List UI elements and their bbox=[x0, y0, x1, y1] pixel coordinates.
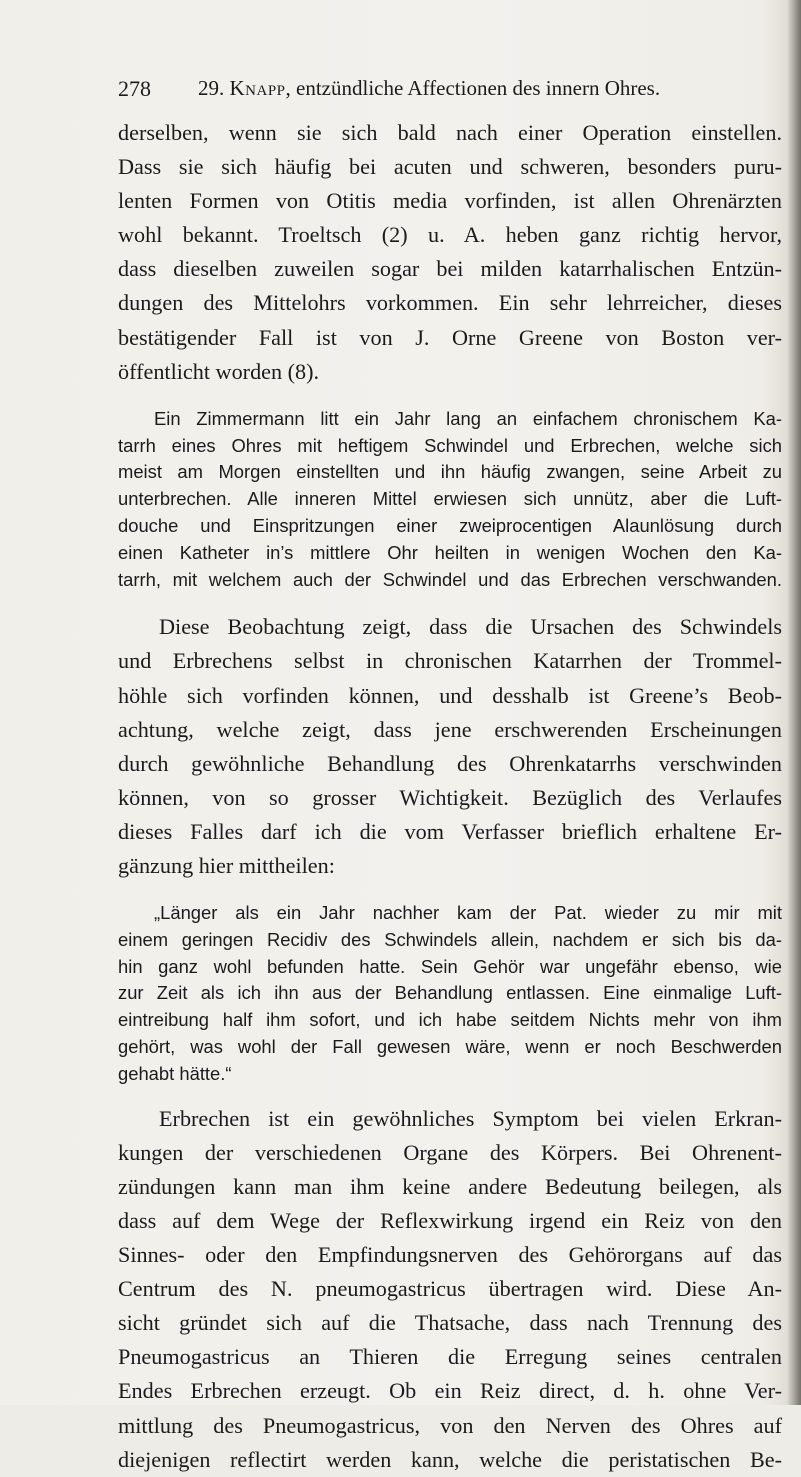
text-line: öffentlicht worden (8). bbox=[118, 358, 320, 384]
text-line: diejenigen reflectirt werden kann, welche die peristatischen Be- bbox=[118, 1446, 782, 1472]
paragraph-5 bbox=[118, 1102, 782, 1477]
text-line: lenten Formen von Otitis media vorfinden, ist allen Ohrenärzten bbox=[118, 188, 782, 214]
text-line: und Erbrechens selbst in chronischen Katarrhen der Trommel- bbox=[118, 648, 782, 674]
text-line: gehabt hätte.“ bbox=[118, 1062, 232, 1084]
text-line: einem geringen Recidiv des Schwindels allein, nachdem er sich bis da- bbox=[118, 928, 782, 950]
text-line: höhle sich vorfinden können, und desshalb ist Greene’s Beob- bbox=[118, 682, 782, 708]
text-line: mittlung des Pneumogastricus, von den Nerven des Ohres auf bbox=[118, 1412, 782, 1438]
text-line: Dass sie sich häufig bei acuten und schweren, besonders puru- bbox=[118, 154, 782, 180]
text-line: unterbrechen. Alle inneren Mittel erwiesen sich unnütz, aber die Luft- bbox=[118, 488, 782, 510]
text-line: meist am Morgen einstellten und ihn häufig zwangen, seine Arbeit zu bbox=[118, 461, 782, 483]
text-line: zündungen kann man ihm keine andere Bedeutung beilegen, als bbox=[118, 1173, 782, 1199]
text-line: wohl bekannt. Troeltsch (2) u. A. heben ganz richtig hervor, bbox=[118, 222, 782, 248]
text-line: tarrh, mit welchem auch der Schwindel und das Erbrechen verschwanden. bbox=[118, 568, 782, 590]
paragraph-3 bbox=[118, 610, 782, 883]
text-line: zur Zeit als ich ihn aus der Behandlung entlassen. Eine einmalige Luft- bbox=[118, 982, 782, 1004]
text-line: Ein Zimmermann litt ein Jahr lang an einfachem chronischem Ka- bbox=[154, 407, 782, 429]
running-head bbox=[198, 76, 660, 101]
page-body bbox=[118, 116, 782, 1477]
text-line: gänzung hier mittheilen: bbox=[118, 852, 335, 878]
text-line: Diese Beobachtung zeigt, dass die Ursachen des Schwindels bbox=[159, 614, 782, 640]
text-line: dass dieselben zuweilen sogar bei milden katarrhalischen Entzün- bbox=[118, 256, 782, 282]
running-head-rest: , entzündliche Affectionen des innern Ohres. bbox=[285, 76, 661, 100]
paragraph-4-letter-quote bbox=[118, 900, 782, 1088]
paragraph-1 bbox=[118, 116, 782, 389]
text-line: derselben, wenn sie sich bald nach einer Operation einstellen. bbox=[118, 120, 782, 145]
text-line: douche und Einspritzungen einer zweiprocentigen Alaunlösung durch bbox=[118, 514, 782, 536]
text-line: Centrum des N. pneumogastricus übertragen wird. Diese An- bbox=[118, 1276, 782, 1302]
text-line: „Länger als ein Jahr nachher kam der Pat. wieder zu mir mit bbox=[154, 902, 782, 924]
text-line: Erbrechen ist ein gewöhnliches Symptom bei vielen Erkran- bbox=[159, 1105, 782, 1131]
running-head-prefix: 29. bbox=[198, 76, 230, 100]
text-line: sicht gründet sich auf die Thatsache, dass nach Trennung des bbox=[118, 1310, 782, 1336]
paragraph-2-case-report bbox=[118, 406, 782, 594]
text-line: dass auf dem Wege der Reflexwirkung irgend ein Reiz von den bbox=[118, 1207, 782, 1233]
text-line: hin ganz wohl befunden hatte. Sein Gehör war ungefähr ebenso, wie bbox=[118, 955, 782, 977]
text-line: Sinnes- oder den Empfindungsnerven des Gehörorgans auf das bbox=[118, 1242, 782, 1268]
text-line: durch gewöhnliche Behandlung des Ohrenkatarrhs verschwinden bbox=[118, 750, 782, 776]
text-line: dungen des Mittelohrs vorkommen. Ein sehr lehrreicher, dieses bbox=[118, 290, 782, 316]
text-line: bestätigender Fall ist von J. Orne Greene von Boston ver- bbox=[118, 324, 782, 350]
text-line: Endes Erbrechen erzeugt. Ob ein Reiz direct, d. h. ohne Ver- bbox=[118, 1378, 782, 1404]
text-line: tarrh eines Ohres mit heftigem Schwindel und Erbrechen, welche sich bbox=[118, 434, 782, 456]
text-line: gehört, was wohl der Fall gewesen wäre, wenn er noch Beschwerden bbox=[118, 1036, 782, 1058]
running-head-author: Knapp bbox=[229, 76, 286, 100]
page-edge-shadow bbox=[787, 0, 801, 1405]
text-line: Pneumogastricus an Thieren die Erregung seines centralen bbox=[118, 1344, 782, 1370]
page-number: 278 bbox=[118, 76, 151, 101]
text-line: dieses Falles darf ich die vom Verfasser brieflich erhaltene Er- bbox=[118, 818, 782, 844]
text-line: eintreibung half ihm sofort, und ich habe seitdem Nichts mehr von ihm bbox=[118, 1009, 782, 1031]
text-line: können, von so grosser Wichtigkeit. Bezüglich des Verlaufes bbox=[118, 784, 782, 810]
text-line: einen Katheter in’s mittlere Ohr heilten in wenigen Wochen den Ka- bbox=[118, 541, 782, 563]
page-header bbox=[118, 76, 678, 106]
text-line: achtung, welche zeigt, dass jene erschwerenden Erscheinungen bbox=[118, 716, 782, 742]
text-line: kungen der verschiedenen Organe des Körpers. Bei Ohrenent- bbox=[118, 1139, 782, 1165]
